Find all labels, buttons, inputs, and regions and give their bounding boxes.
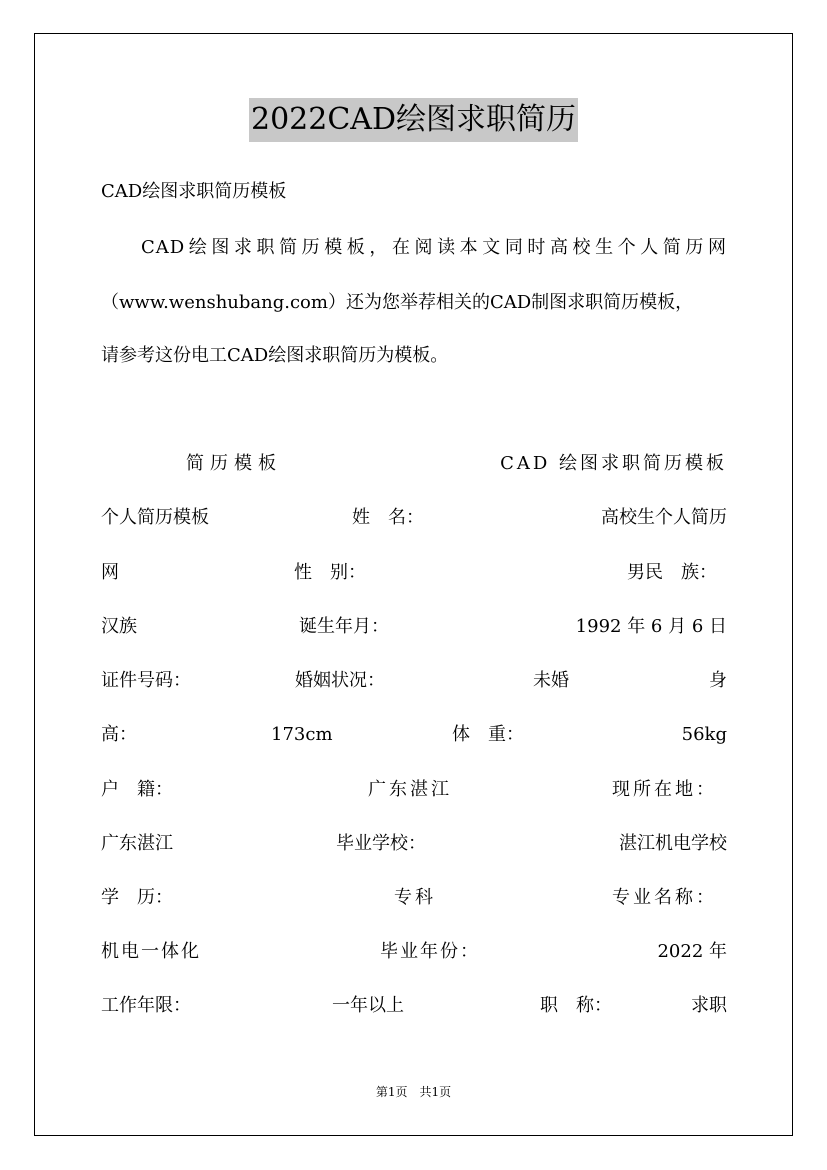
document-title: 2022CAD绘图求职简历: [249, 98, 578, 142]
resume-cell: 婚姻状况：: [295, 670, 385, 691]
resume-row: [0, 667, 827, 695]
resume-cell: 2022 年: [657, 941, 727, 962]
resume-cell: 工作年限：: [101, 995, 191, 1016]
resume-cell: 未婚: [533, 670, 569, 691]
resume-row: [0, 613, 827, 641]
resume-cell: 职 称：: [540, 995, 612, 1016]
resume-cell: 1992 年 6 月 6 日: [575, 616, 727, 637]
resume-row: [0, 884, 827, 912]
resume-cell: 湛江机电学校: [619, 833, 727, 854]
resume-row-header: [0, 450, 827, 478]
resume-row: [0, 776, 827, 804]
resume-cell: 现所在地：: [612, 779, 717, 800]
resume-cell: 汉族: [101, 616, 137, 637]
resume-cell: 体 重：: [452, 724, 524, 745]
intro-line-1: CAD绘图求职简历模板，在阅读本文同时高校生个人简历网: [141, 237, 727, 258]
resume-cell: 个人简历模板: [101, 507, 209, 528]
resume-cell: 机电一体化: [101, 941, 201, 962]
resume-cell: 专科: [394, 887, 436, 908]
resume-cell: 网: [101, 562, 119, 583]
resume-cell: 毕业学校：: [336, 833, 426, 854]
intro-line-2: （www.wenshubang.com）还为您举荐相关的CAD制图求职简历模板，: [101, 292, 694, 313]
resume-cell: 173cm: [271, 724, 333, 745]
resume-cell: 高：: [101, 724, 137, 745]
resume-cell: CAD 绘图求职简历模板: [500, 453, 727, 474]
resume-row: [0, 559, 827, 587]
resume-cell: 简历模板: [186, 453, 282, 474]
resume-cell: 学 历：: [101, 887, 173, 908]
document-subtitle: CAD绘图求职简历模板: [101, 181, 287, 202]
resume-row: [0, 992, 827, 1020]
resume-cell: 广东湛江: [101, 833, 173, 854]
resume-cell: 身: [709, 670, 727, 691]
resume-cell: 毕业年份：: [380, 941, 480, 962]
resume-row: [0, 504, 827, 532]
resume-cell: 户 籍：: [101, 779, 173, 800]
resume-row: [0, 721, 827, 749]
resume-cell: 性 别：: [294, 562, 366, 583]
intro-line-3: 请参考这份电工CAD绘图求职简历为模板。: [101, 345, 449, 366]
resume-cell: 高校生个人简历: [601, 507, 727, 528]
resume-cell: 证件号码：: [101, 670, 191, 691]
resume-cell: 姓 名：: [352, 507, 424, 528]
resume-cell: 诞生年月：: [299, 616, 389, 637]
resume-cell: 56kg: [681, 724, 727, 745]
resume-cell: 专业名称：: [612, 887, 717, 908]
resume-cell: 广东湛江: [368, 779, 452, 800]
resume-cell: 求职: [691, 995, 727, 1016]
resume-row: [0, 830, 827, 858]
page-footer: 第1页 共1页: [375, 1085, 452, 1099]
resume-cell: 男民 族：: [627, 562, 717, 583]
resume-cell: 一年以上: [332, 995, 404, 1016]
title-wrap: [0, 98, 827, 142]
resume-row: [0, 938, 827, 966]
